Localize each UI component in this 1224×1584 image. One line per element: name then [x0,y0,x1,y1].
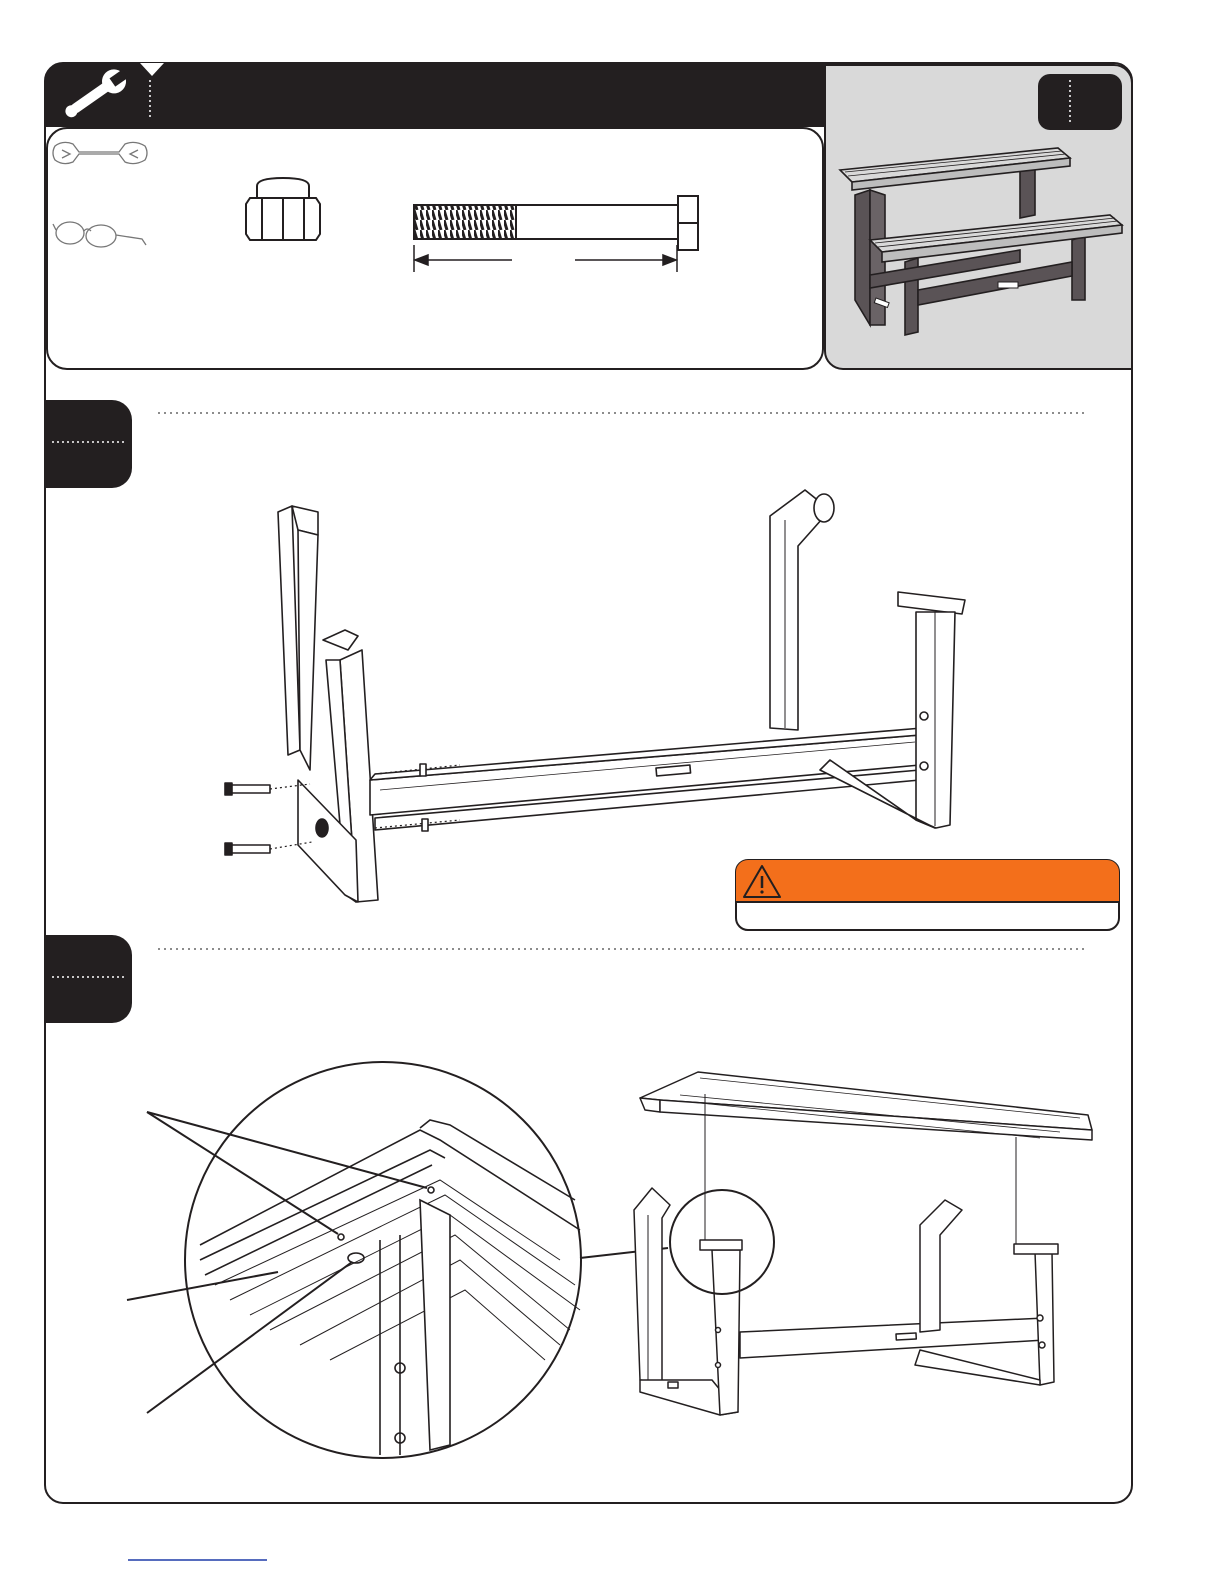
lock-nut-icon [246,178,320,240]
warning-box [736,860,1119,930]
step-badge [1038,74,1122,130]
parts-panel [47,128,823,369]
header-bar [45,63,855,127]
step-2-tab [45,935,132,1023]
step-1-tab [45,400,132,488]
